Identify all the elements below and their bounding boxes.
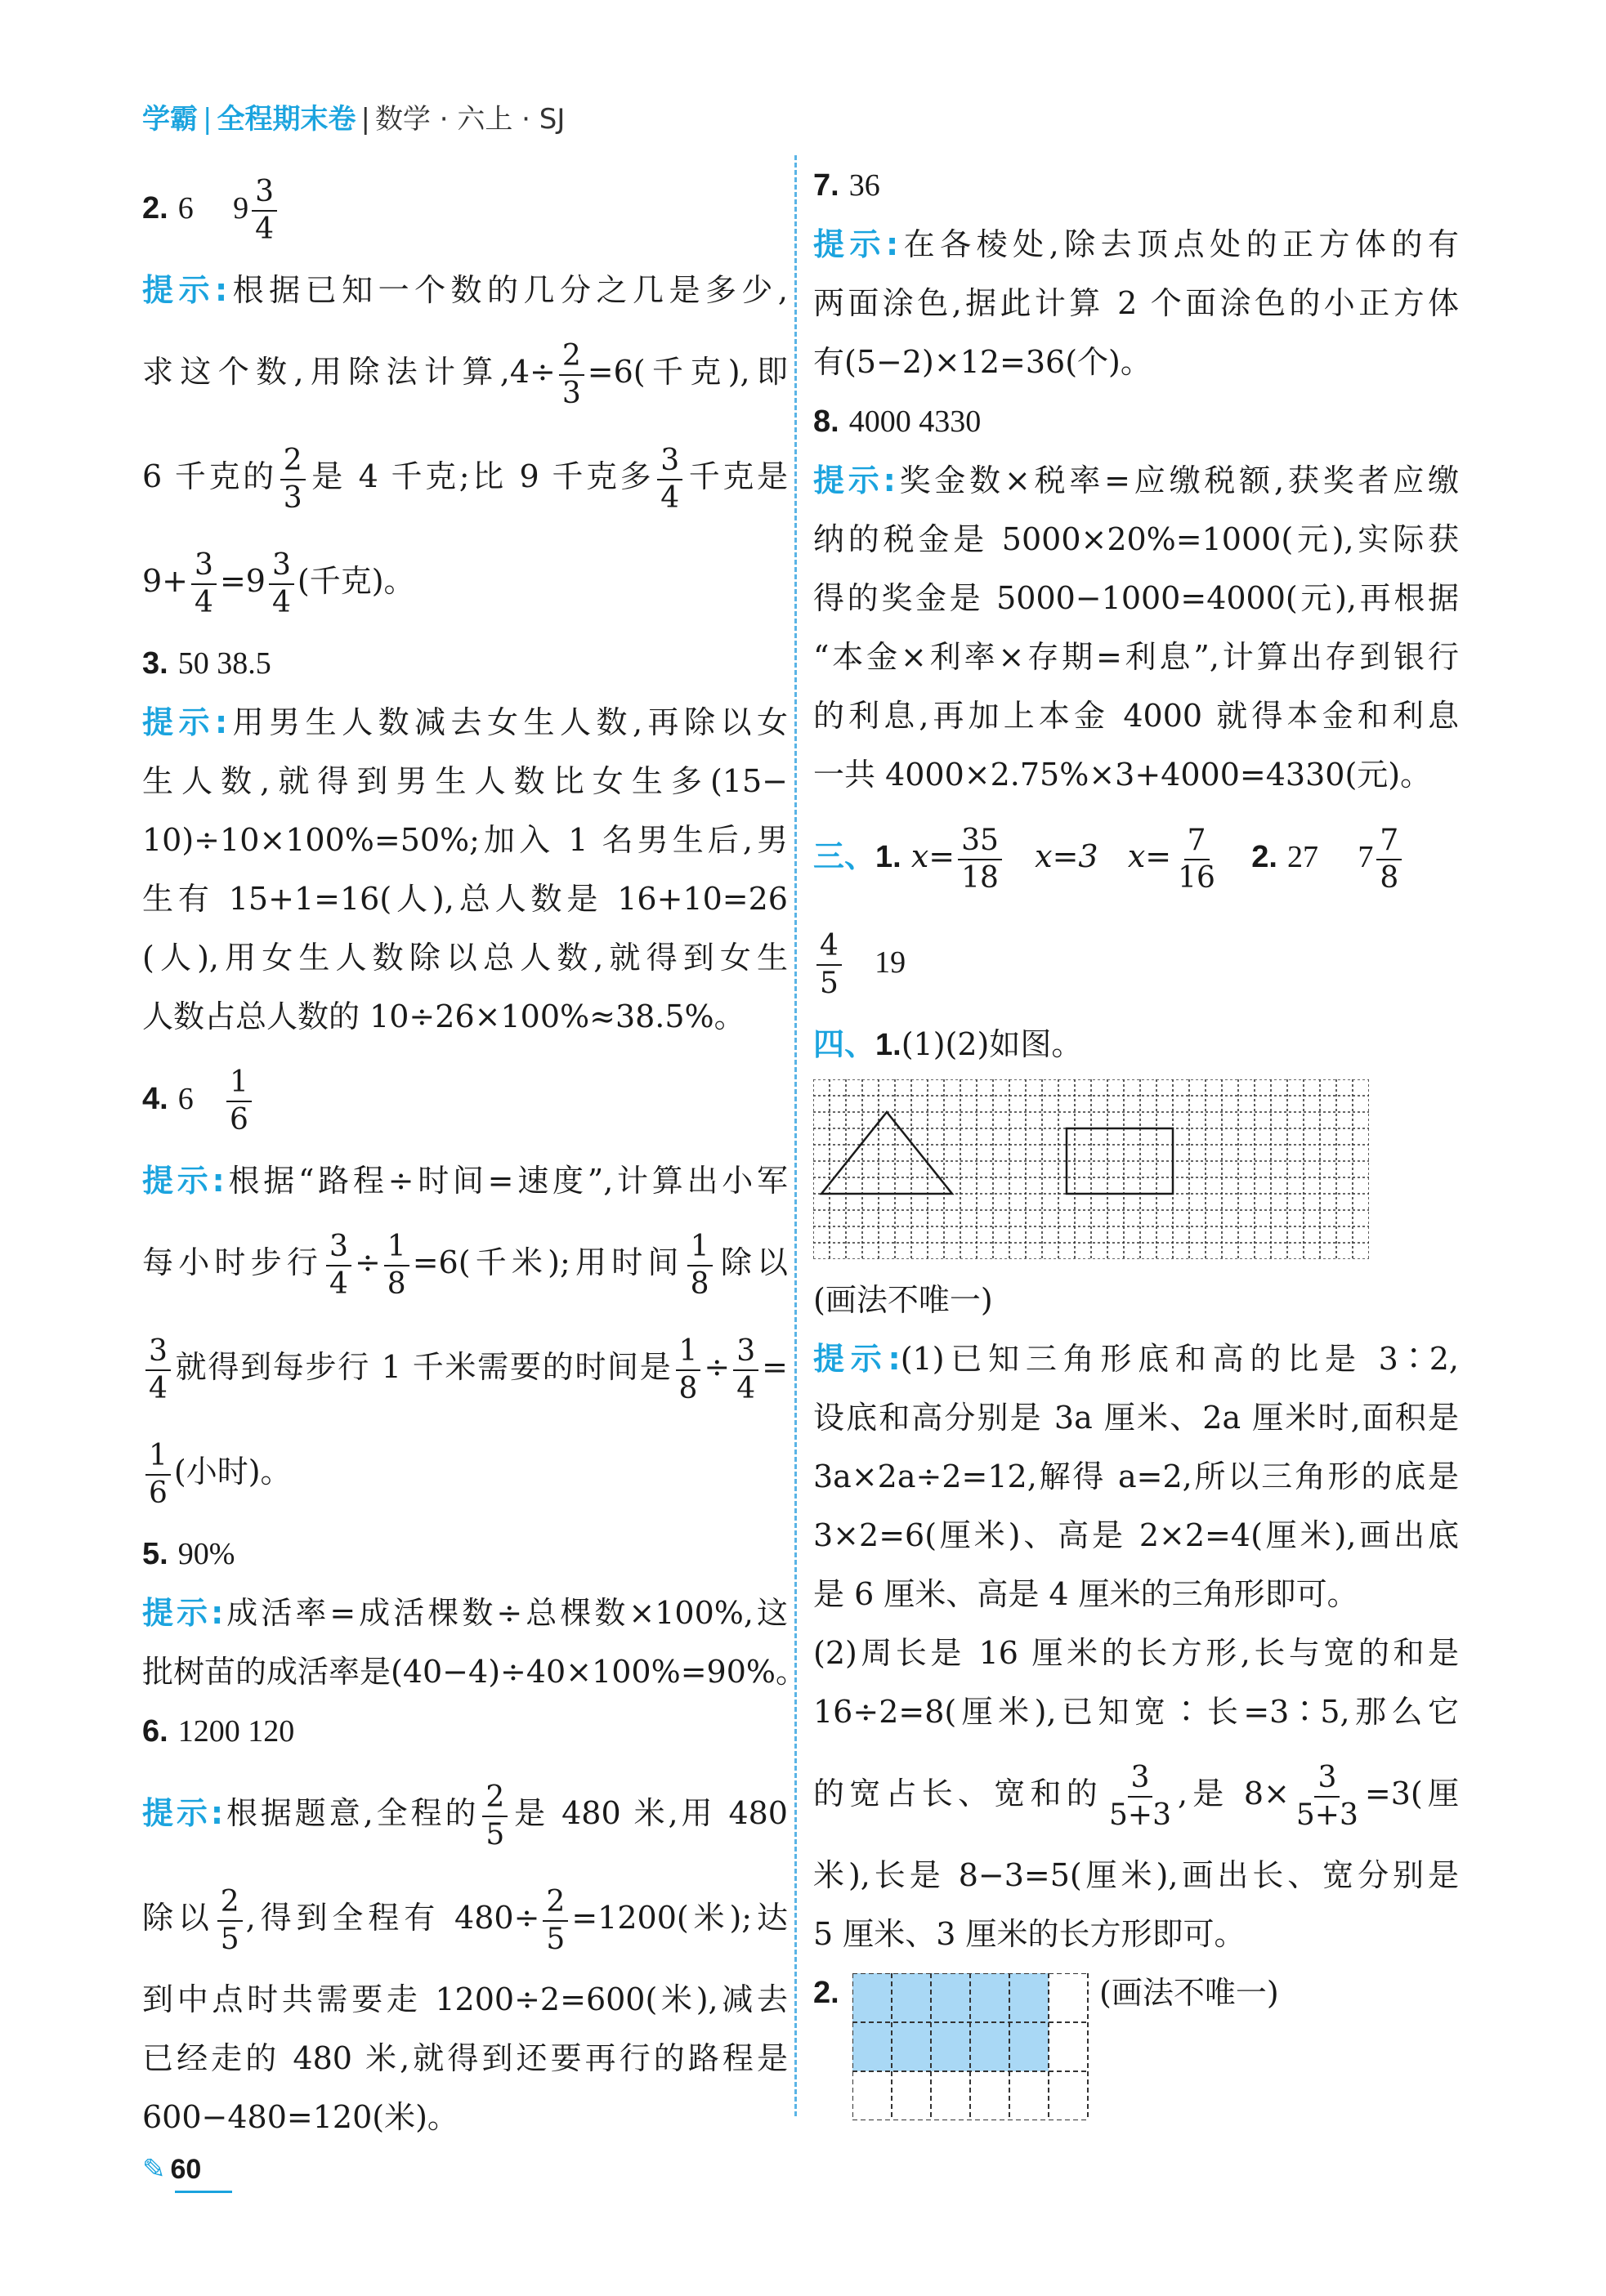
q7-hint-1: 提示:在各棱处,除去顶点处的正方体的有 (813, 226, 1459, 262)
q8-hint-3: 得的奖金是 5000−1000=4000(元),再根据 (813, 580, 1459, 616)
q8-hint-2: 纳的税金是 5000×20%=1000(元),实际获 (813, 521, 1459, 557)
q2-hint-1: 提示:根据已知一个数的几分之几是多少, (142, 272, 788, 308)
q6-answer: 6. 1200 120 (142, 1714, 295, 1749)
q4-hint-4: $\frac{1}{6}$ (小时)。 (142, 1419, 788, 1524)
page-number: 60 (170, 2154, 202, 2185)
hint-label: 提示: (813, 1341, 901, 1377)
dotted-grid (813, 1079, 1369, 1259)
s4-hint-3: 3a×2a÷2=12,解得 a=2,所以三角形的底是 (813, 1458, 1459, 1494)
q4-hint-1: 提示:根据“路程÷时间=速度”,计算出小军 (142, 1163, 788, 1199)
q3-hint-2: 生人数,就得到男生人数比女生多(15− (142, 763, 788, 799)
q3-hint-6: 人数占总人数的 10÷26×100%≈38.5%。 (142, 998, 745, 1034)
q3-hint-4: 生有 15+1=16(人),总人数是 16+10=26 (142, 881, 788, 917)
s4-hint-6: (2)周长是 16 厘米的长方形,长与宽的和是 (813, 1635, 1459, 1671)
s4-hint-5: 是 6 厘米、高是 4 厘米的三角形即可。 (813, 1576, 1358, 1612)
q3-hint-3: 10)÷10×100%=50%;加入 1 名男生后,男 (142, 822, 788, 858)
hint-label: 提示: (142, 1795, 224, 1831)
q4-hint-2: 每小时步行 $\frac{3}{4}$ ÷ $\frac{1}{8}$ =6(千米);用时间 $\frac{1}{8}$ 除以 (142, 1229, 788, 1301)
series-name: 全程期末卷 (217, 103, 356, 136)
subject-label: 数学 · 六上 · SJ (374, 103, 566, 136)
s4-q2: 2. (画法不唯一) (813, 1963, 1459, 2111)
q3-answer: 3. 50 38.5 (142, 646, 271, 681)
q8-hint-5: 的利息,再加上本金 4000 就得本金和利息 (813, 698, 1459, 734)
s4-hint-2: 设底和高分别是 3a 厘米、2a 厘米时,面积是 (813, 1400, 1459, 1436)
q5-answer: 5. 90% (142, 1537, 235, 1571)
s4-hint-8: 的宽占长、宽和的 $\frac{3}{5+3}$ ,是 8× $\frac{3}{5+3}$ =3(厘 (813, 1760, 1459, 1832)
q7-answer: 7. 36 (813, 168, 880, 203)
shaded-grid (852, 1973, 1089, 2120)
pen-icon: ✎ (142, 2154, 166, 2185)
page-footer (142, 2153, 201, 2186)
q4-answer: 4. 6 $\frac{1}{6}$ (142, 1046, 788, 1151)
page-header: 学霸 | 全程期末卷 | 数学 · 六上 · SJ (142, 103, 566, 136)
footer-underline (175, 2191, 232, 2193)
left-column (142, 155, 807, 2146)
hint-label: 提示: (142, 704, 228, 740)
s4-hint-7: 16÷2=8(厘米),已知宽∶长=3∶5,那么它 (813, 1694, 1459, 1730)
s3-answers-2: $\frac{4}{5}$ 19 (813, 909, 1459, 1015)
right-column (813, 155, 1459, 2111)
brand-name: 学霸 (142, 103, 198, 136)
hint-label: 提示: (142, 1595, 224, 1631)
q8-hint-1: 提示:奖金数×税率=应缴税额,获奖者应缴 (813, 462, 1459, 498)
s4-q1-label: 四、1.(1)(2)如图。 (813, 1026, 1083, 1062)
triangle-shape (821, 1112, 952, 1194)
q5-hint-2: 批树苗的成活率是(40−4)÷40×100%=90%。 (142, 1654, 807, 1690)
q8-hint-6: 一共 4000×2.75%×3+4000=4330(元)。 (813, 757, 1432, 793)
q2-hint-4: 9+ $\frac{3}{4}$ =9 $\frac{3}{4}$ (千克)。 (142, 547, 415, 619)
q5-hint-1: 提示:成活率=成活棵数÷总棵数×100%,这 (142, 1595, 788, 1631)
s4-hint-1: 提示:(1)已知三角形底和高的比是 3∶2, (813, 1341, 1460, 1377)
q4-hint-3: $\frac{3}{4}$ 就得到每步行 1 千米需要的时间是 $\frac{1}{8}$ ÷ $\frac{3}{4}$ = (142, 1315, 788, 1419)
q3-hint-5: (人),用女生人数除以总人数,就得到女生 (142, 940, 788, 976)
hint-label: 提示: (142, 272, 228, 308)
drawing-grid-figure (813, 1079, 1459, 1259)
s3-answers-1: 三、1. x= $\frac{35}{18}$ x=3 x= $\frac{7}{16}$ 2. 27 7 $\frac{7}{8}$ (813, 804, 1459, 909)
s4-note-1: (画法不唯一) (813, 1282, 993, 1318)
q6-hint-5: 600−480=120(米)。 (142, 2099, 459, 2135)
q8-hint-4: “本金×利率×存期=利息”,计算出存到银行 (813, 639, 1459, 675)
q6-hint-1: 提示:根据题意,全程的 $\frac{2}{5}$ 是 480 米,用 480 (142, 1780, 788, 1852)
q6-hint-3: 到中点时共需要走 1200÷2=600(米),减去 (142, 1981, 788, 2017)
q8-answer: 8. 4000 4330 (813, 404, 982, 439)
q6-hint-4: 已经走的 480 米,就得到还要再行的路程是 (142, 2040, 788, 2076)
s4-hint-4: 3×2=6(厘米)、高是 2×2=4(厘米),画出底 (813, 1517, 1459, 1553)
s4-hint-10: 5 厘米、3 厘米的长方形即可。 (813, 1916, 1246, 1952)
hint-label: 提示: (813, 226, 899, 262)
q2-hint-3: 6 千克的 $\frac{2}{3}$ 是 4 千克;比 9 千克多 $\frac{3}{4}$ 千克是 (142, 443, 788, 515)
q6-hint-2: 除以 $\frac{2}{5}$ ,得到全程有 480÷ $\frac{2}{5}$ =1200(米);达 (142, 1884, 788, 1956)
hint-label: 提示: (142, 1163, 225, 1199)
q7-hint-3: 有(5−2)×12=36(个)。 (813, 344, 1152, 380)
column-divider (794, 155, 797, 2116)
q7-hint-2: 两面涂色,据此计算 2 个面涂色的小正方体 (813, 285, 1459, 321)
q2-hint-2: 求这个数,用除法计算,4÷ $\frac{2}{3}$ =6(千克),即 (142, 338, 788, 410)
s4-hint-9: 米),长是 8−3=5(厘米),画出长、宽分别是 (813, 1857, 1459, 1893)
hint-label: 提示: (813, 462, 896, 498)
q2-answer: 2. 6 9 $\frac{3}{4}$ (142, 155, 788, 261)
q3-hint-1: 提示:用男生人数减去女生人数,再除以女 (142, 704, 788, 740)
